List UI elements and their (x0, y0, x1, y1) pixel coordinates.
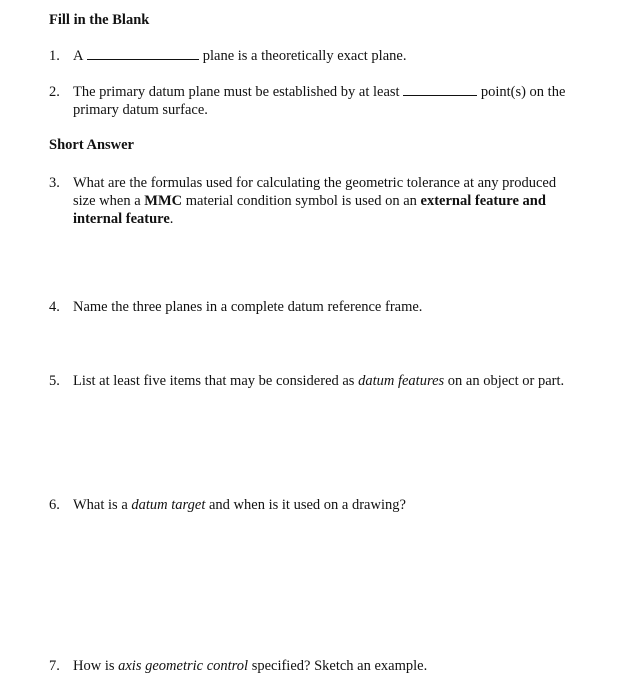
question-1-prefix: A (73, 48, 84, 64)
question-number: 5. (49, 373, 60, 389)
question-2-prefix: The primary datum plane must be established by at least (73, 84, 400, 100)
question-2 (49, 83, 609, 119)
question-7 (49, 657, 609, 675)
question-3-line-2 (49, 192, 609, 210)
question-6-emphasis: datum target (131, 497, 206, 513)
question-6-prefix: What is a (73, 497, 128, 513)
question-7-prefix: How is (73, 658, 115, 674)
question-7-emphasis: axis geometric control (118, 658, 249, 674)
question-6-suffix: and when is it used on a drawing? (209, 497, 406, 513)
question-2-suffix: point(s) on the (480, 84, 566, 100)
question-number: 3. (49, 175, 60, 191)
question-2-line-2: primary datum surface. (73, 102, 208, 118)
question-number: 7. (49, 658, 60, 674)
section-heading-short-answer: Short Answer (49, 137, 134, 153)
section-heading-fill-in: Fill in the Blank (49, 12, 150, 28)
question-3-text: material condition symbol is used on an (185, 193, 417, 209)
question-number: 2. (49, 84, 60, 100)
answer-blank-2[interactable] (403, 83, 477, 96)
question-number: 4. (49, 299, 60, 315)
question-5 (49, 372, 609, 390)
question-3-bold-internal: internal feature (73, 211, 170, 227)
question-5-emphasis: datum features (358, 373, 445, 389)
question-number: 1. (49, 48, 60, 64)
question-4 (49, 298, 609, 316)
question-7-suffix: specified? Sketch an example. (251, 658, 428, 674)
question-4-text: Name the three planes in a complete datum reference frame. (73, 299, 423, 315)
question-number: 6. (49, 497, 60, 513)
question-3 (49, 174, 609, 228)
question-3-bold-mmc: MMC (144, 193, 183, 209)
question-3-bold-external: external feature and (420, 193, 546, 209)
question-1 (49, 47, 609, 65)
question-3-line-1: What are the formulas used for calculating the geometric tolerance at any produced (73, 175, 557, 191)
question-1-suffix: plane is a theoretically exact plane. (202, 48, 407, 64)
question-5-prefix: List at least five items that may be considered as (73, 373, 355, 389)
question-3-text: size when a (73, 193, 141, 209)
question-3-period: . (169, 211, 174, 227)
question-5-suffix: on an object or part. (447, 373, 565, 389)
answer-blank-1[interactable] (87, 47, 199, 60)
question-6 (49, 496, 609, 514)
question-3-line-3 (49, 210, 609, 228)
